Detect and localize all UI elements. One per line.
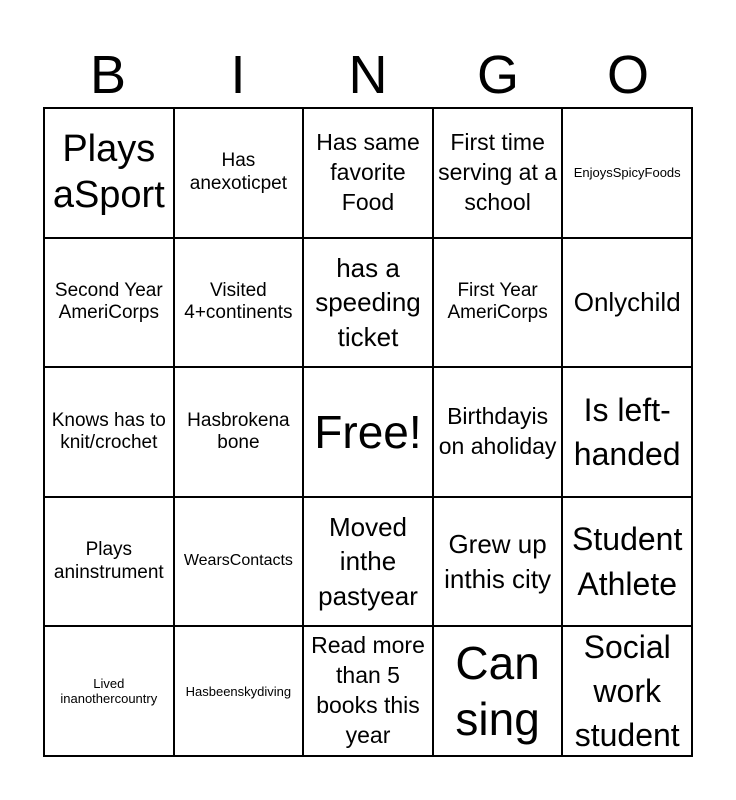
bingo-cell[interactable] [45, 109, 175, 239]
header-letter-g: G [476, 45, 519, 105]
cell-label: WearsContacts [183, 552, 293, 570]
bingo-cell[interactable] [563, 368, 693, 498]
cell-label: Has same favorite Food [316, 128, 420, 215]
bingo-board [43, 107, 693, 757]
cell-label: Plays aninstrument [53, 539, 164, 583]
cell-label: Hasbeenskydiving [185, 683, 292, 699]
bingo-header [43, 44, 693, 106]
header-letter-n: N [348, 45, 388, 105]
cell-label: Birthdayis on aholiday [438, 403, 557, 459]
cell-label: Plays aSport [52, 128, 165, 216]
bingo-cell[interactable] [304, 239, 434, 369]
bingo-cell[interactable] [304, 498, 434, 628]
bingo-cell[interactable] [434, 239, 564, 369]
bingo-cell[interactable] [563, 498, 693, 628]
cell-label: has a speeding ticket [315, 252, 421, 352]
cell-label: Visited 4+continents [184, 279, 293, 324]
bingo-cell[interactable] [563, 239, 693, 369]
bingo-cell[interactable] [434, 627, 564, 757]
cell-label: First time serving at a school [438, 128, 558, 215]
bingo-cell[interactable] [563, 109, 693, 239]
bingo-cell[interactable] [304, 109, 434, 239]
free-space-cell[interactable] [304, 368, 434, 498]
cell-label: Second Year AmeriCorps [54, 279, 163, 324]
cell-label: Has anexoticpet [189, 150, 287, 194]
cell-label: Can sing [455, 637, 540, 746]
header-letter-b: B [89, 45, 127, 105]
bingo-cell[interactable] [434, 109, 564, 239]
cell-label: Knows has to knit/crochet [51, 409, 166, 453]
bingo-cell[interactable] [304, 627, 434, 757]
bingo-cell[interactable] [45, 368, 175, 498]
bingo-cell[interactable] [434, 368, 564, 498]
cell-label: Grew up inthis city [444, 529, 552, 594]
cell-label: EnjoysSpicyFoods [573, 165, 681, 181]
bingo-cell[interactable] [175, 627, 305, 757]
bingo-cell[interactable] [175, 109, 305, 239]
bingo-cell[interactable] [563, 627, 693, 757]
cell-label: First Year AmeriCorps [447, 279, 548, 324]
bingo-cell[interactable] [45, 239, 175, 369]
header-letter-o: O [606, 45, 649, 105]
bingo-cell[interactable] [175, 368, 305, 498]
cell-label: Read more than 5 books this year [311, 632, 425, 749]
cell-label: Lived inanothercountry [60, 675, 158, 707]
cell-label: Student Athlete [572, 521, 683, 602]
bingo-cell[interactable] [45, 627, 175, 757]
cell-label: Onlychild [573, 287, 681, 318]
bingo-cell[interactable] [175, 498, 305, 628]
bingo-cell[interactable] [45, 498, 175, 628]
cell-label: Hasbrokena bone [187, 409, 290, 453]
header-letter-i: I [230, 45, 246, 105]
bingo-cell[interactable] [175, 239, 305, 369]
free-space-label: Free! [314, 405, 422, 458]
cell-label: Moved inthe pastyear [318, 512, 418, 611]
bingo-cell[interactable] [434, 498, 564, 628]
cell-label: Social work student [574, 628, 680, 754]
cell-label: Is left-handed [573, 391, 681, 472]
